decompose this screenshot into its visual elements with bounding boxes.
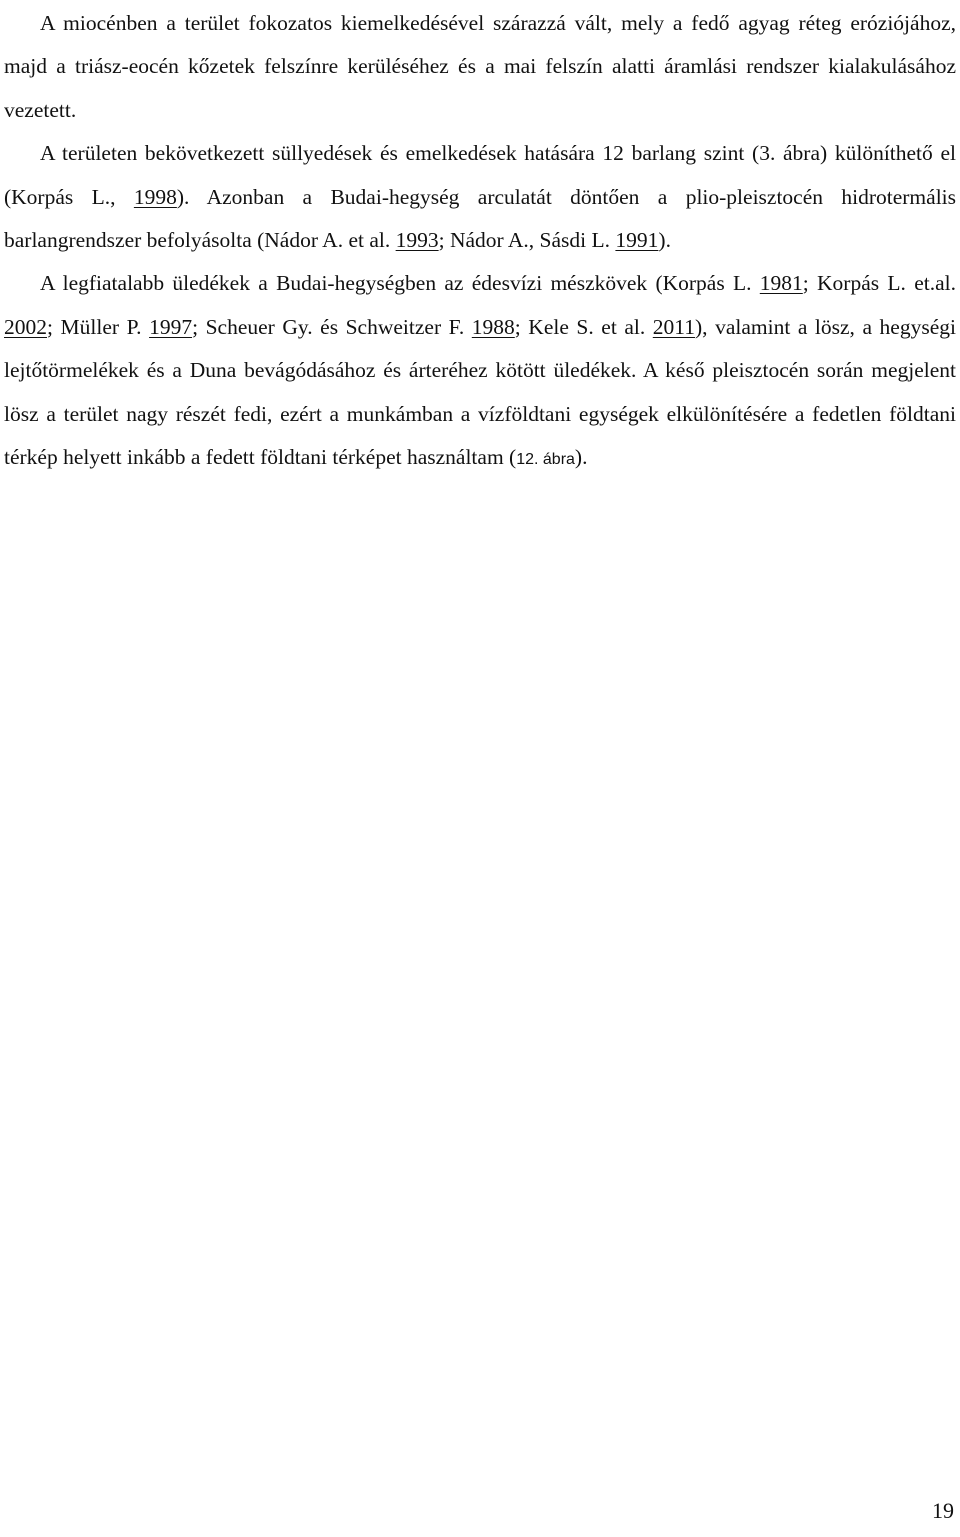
document-page (4, 0, 956, 481)
paragraph-1 (4, 0, 956, 132)
paragraph-2-text: ). Azonban a Budai-hegység arculatát döntően a plio-pleisztocén hidrotermális barlangrendszer befolyásolta (Nádor A. et al. (4, 184, 957, 253)
paragraph-3-text: ), valamint a lösz, a hegységi lejtőtörmelékek és a Duna bevágódásához és árteréhez kötött üledékek. A késő pleisztocén során megjelent lösz a terület nagy részét fedi, ezért a munkámban a vízföldtani egységek elkülönítésére a fedetlen földtani térkép helyett inkább a fedett földtani térképet használtam ( (4, 314, 956, 470)
paragraph-3-text: ; Kele S. et al. (514, 314, 653, 339)
paragraph-3-text: ; Scheuer Gy. és Schweitzer F. (192, 314, 472, 339)
citation-year-link[interactable]: 1997 (149, 314, 193, 339)
paragraph-2-text: ). (658, 228, 671, 253)
citation-year-link[interactable]: 1981 (759, 271, 803, 296)
paragraph-3-text: A legfiatalabb üledékek a Budai-hegységben az édesvízi mészkövek (Korpás L. (40, 271, 760, 296)
paragraph-1-text: A miocénben a terület fokozatos kiemelkedésével szárazzá vált, mely a fedő agyag réteg eróziójához, majd a triász-eocén kőzetek felszínre kerüléséhez és a mai felszín alatti áramlási rendszer kialakulásához vezetett. (4, 11, 956, 122)
figure-reference: 12. ábra (516, 451, 575, 469)
paragraph-2 (4, 132, 956, 262)
paragraph-2-text: A területen bekövetkezett süllyedések és emelkedések hatására 12 barlang szint (3. ábra) különíthető el (Korpás L., (4, 141, 956, 209)
paragraph-2-text: ; Nádor A., Sásdi L. (438, 228, 616, 253)
paragraph-3-text: ). (574, 445, 588, 470)
paragraph-3-text: ; Müller P. (47, 314, 150, 339)
citation-year-link[interactable]: 1998 (133, 184, 177, 209)
citation-year-link[interactable]: 1988 (471, 314, 515, 339)
citation-year-link[interactable]: 2002 (4, 314, 47, 339)
citation-year-link[interactable]: 2011 (652, 314, 695, 339)
citation-year-link[interactable]: 1991 (615, 228, 659, 253)
paragraph-3-text: ; Korpás L. et.al. (802, 271, 956, 296)
page-number: 19 (932, 1498, 954, 1523)
citation-year-link[interactable]: 1993 (395, 228, 439, 253)
paragraph-3 (4, 262, 956, 481)
